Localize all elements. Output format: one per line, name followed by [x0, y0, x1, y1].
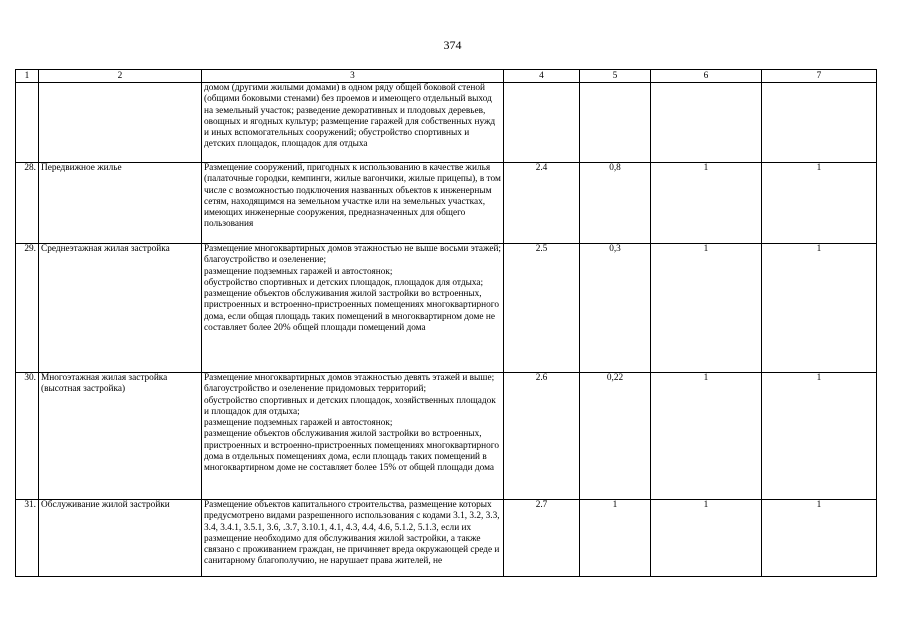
use-type-name	[39, 83, 202, 163]
use-description: Размещение сооружений, пригодных к использованию в качестве жилья (палаточные городки, кемпинги, жилые вагончики, жилые прицепы), в том числе с возможностью подключения названных объектов к инженерным сетям, находящимся на земельном участке или на земельных участках, имеющих инженерные сооружения, предназначенных для общего пользования	[202, 163, 504, 244]
table-row	[16, 500, 877, 577]
col-6-value: 1	[651, 500, 762, 577]
table-row	[16, 83, 877, 163]
use-type-name: Передвижное жилье	[39, 163, 202, 244]
col-5-value: 1	[580, 500, 651, 577]
header-col-4: 4	[504, 70, 580, 83]
use-code: 2.4	[504, 163, 580, 244]
land-use-table	[15, 69, 877, 577]
col-6-value: 1	[651, 244, 762, 373]
col-7-value	[762, 83, 877, 163]
table-row	[16, 373, 877, 500]
use-description: Размещение многоквартирных домов этажностью не выше восьми этажей; благоустройство и озеленение; размещение подземных гаражей и автостоянок; обустройство спортивных и детских площадок, площадок для отдыха; размещение объектов обслуживания жилой застройки во встроенных, пристроенных и встроенно-пристроенных помещениях многоквартирного дома, если общая площадь таких помещений в многоквартирном доме не составляет более 20% общей площади помещений дома	[202, 244, 504, 373]
use-code	[504, 83, 580, 163]
header-row	[16, 70, 877, 83]
use-description: Размещение объектов капитального строительства, размещение которых предусмотрено видами разрешенного использования с кодами 3.1, 3.2, 3.3, 3.4, 3.4.1, 3.5.1, 3.6, .3.7, 3.10.1, 4.1, 4.3, 4.4, 4.6, 5.1.2, 5.1.3, если их размещение необходимо для обслуживания жилой застройки, а также связано с проживанием граждан, не причиняет вреда окружающей среде и санитарному благополучию, не нарушает права жителей, не	[202, 500, 504, 577]
col-7-value: 1	[762, 244, 877, 373]
use-type-name: Многоэтажная жилая застройка (высотная застройка)	[39, 373, 202, 500]
use-code: 2.7	[504, 500, 580, 577]
use-description: Размещение многоквартирных домов этажностью девять этажей и выше; благоустройство и озеленение придомовых территорий; обустройство спортивных и детских площадок, хозяйственных площадок и площадок для отдыха; размещение подземных гаражей и автостоянок; размещение объектов обслуживания жилой застройки во встроенных, пристроенных и встроенно-пристроенных помещениях многоквартирного дома в отдельных помещениях дома, если площадь таких помещений в многоквартирном доме не составляет более 15% от общей площади дома	[202, 373, 504, 500]
col-6-value: 1	[651, 163, 762, 244]
row-number: 31.	[16, 500, 39, 577]
row-number: 29.	[16, 244, 39, 373]
row-number: 28.	[16, 163, 39, 244]
use-description: домом (другими жилыми домами) в одном ряду общей боковой стеной (общими боковыми стенами) без проемов и имеющего отдельный выход на земельный участок; разведение декоративных и плодовых деревьев, овощных и ягодных культур; размещение гаражей для собственных нужд и иных вспомогательных сооружений; обустройство спортивных и детских площадок, площадок для отдыха	[202, 83, 504, 163]
header-col-6: 6	[651, 70, 762, 83]
header-col-1: 1	[16, 70, 39, 83]
col-6-value: 1	[651, 373, 762, 500]
use-type-name: Обслуживание жилой застройки	[39, 500, 202, 577]
header-col-5: 5	[580, 70, 651, 83]
col-7-value: 1	[762, 163, 877, 244]
col-7-value: 1	[762, 373, 877, 500]
use-type-name: Среднеэтажная жилая застройка	[39, 244, 202, 373]
header-col-7: 7	[762, 70, 877, 83]
row-number	[16, 83, 39, 163]
page-number: 374	[443, 38, 462, 52]
header-col-3: 3	[202, 70, 504, 83]
row-number: 30.	[16, 373, 39, 500]
col-5-value: 0,22	[580, 373, 651, 500]
col-5-value: 0,3	[580, 244, 651, 373]
use-code: 2.6	[504, 373, 580, 500]
table-row	[16, 163, 877, 244]
use-code: 2.5	[504, 244, 580, 373]
col-5-value: 0,8	[580, 163, 651, 244]
col-5-value	[580, 83, 651, 163]
header-col-2: 2	[39, 70, 202, 83]
col-7-value: 1	[762, 500, 877, 577]
table-row	[16, 244, 877, 373]
col-6-value	[651, 83, 762, 163]
